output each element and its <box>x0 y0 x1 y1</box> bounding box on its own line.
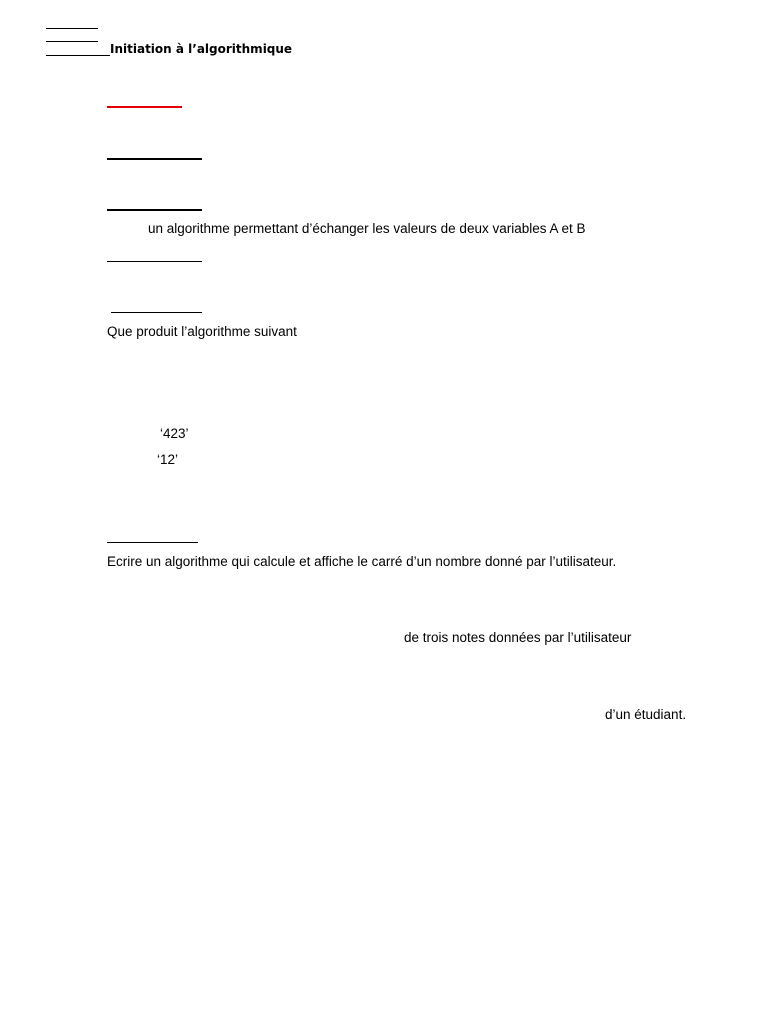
produce-question: Que produit l’algorithme suivant <box>107 324 297 339</box>
section-rule-3 <box>107 261 202 262</box>
three-notes-fragment: de trois notes données par l’utilisateur <box>404 630 632 645</box>
section-rule-5 <box>107 542 198 543</box>
swap-instruction: un algorithme permettant d’échanger les valeurs de deux variables A et B <box>148 221 586 236</box>
student-fragment: d’un étudiant. <box>605 707 687 722</box>
square-instruction: Ecrire un algorithme qui calcule et affiche le carré d’un nombre donné par l’utilisateur. <box>107 554 617 569</box>
value-423: ‘423’ <box>160 426 189 441</box>
section-rule-1 <box>107 158 202 160</box>
section-rule-2 <box>107 209 202 211</box>
header-rule-3 <box>46 55 110 56</box>
document-title: Initiation à l’algorithmique <box>110 42 293 56</box>
section-rule-red <box>107 106 182 108</box>
header-rule-2 <box>46 41 98 42</box>
section-rule-4 <box>111 312 202 313</box>
value-12: ‘12’ <box>157 452 179 467</box>
header-rule-1 <box>46 28 98 29</box>
